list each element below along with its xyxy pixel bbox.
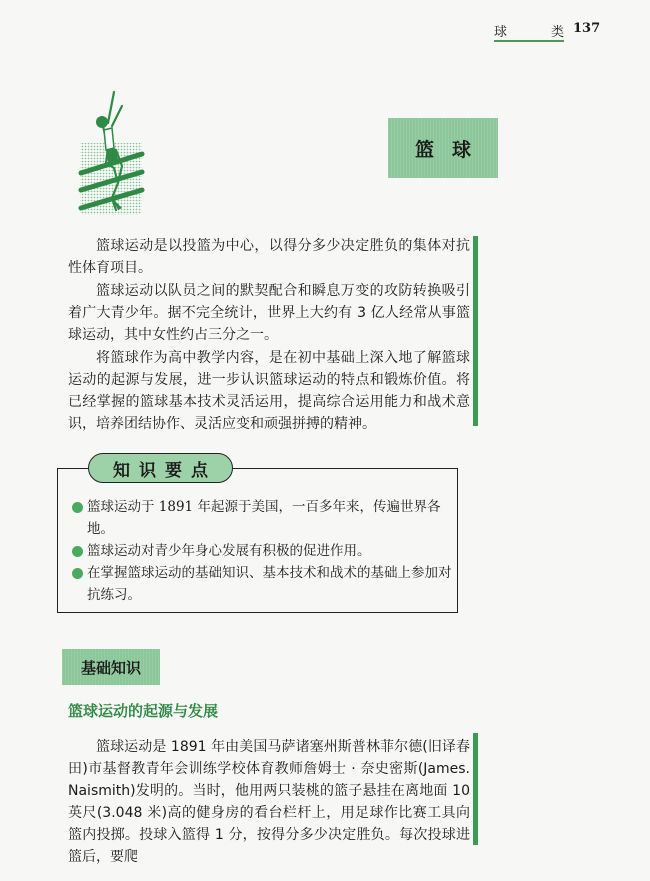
bullet-icon xyxy=(72,568,83,579)
key-point-item: 篮球运动于 1891 年起源于美国，一百多年来，传遍世界各地。 xyxy=(72,496,452,540)
margin-bar-basics xyxy=(473,733,478,845)
key-points-list xyxy=(72,496,452,606)
basketball-player-icon xyxy=(78,88,148,218)
intro-paragraph-3: 将篮球作为高中教学内容，是在初中基础上深入地了解篮球运动的起源与发展，进一步认识篮球运动的特点和锻炼价值。将已经掌握的篮球基本技术灵活运用，提高综合运用能力和战术意识，培养团结协作、灵活应变和顽强拼搏的精神。 xyxy=(68,350,470,432)
intro-paragraph-2: 篮球运动以队员之间的默契配合和瞬息万变的攻防转换吸引着广大青少年。据不完全统计，世界上大约有 3 亿人经常从事篮球运动，其中女性约占三分之一。 xyxy=(68,283,470,343)
chapter-title: 篮球 xyxy=(388,118,498,178)
running-head-right: 类 xyxy=(550,24,564,40)
key-points-title: 知识要点 xyxy=(88,453,233,483)
intro-paragraph-1: 篮球运动是以投篮为中心，以得分多少决定胜负的集体对抗性体育项目。 xyxy=(68,238,470,276)
margin-bar-intro xyxy=(473,236,478,426)
page-number: 137 xyxy=(573,21,601,36)
bullet-icon xyxy=(72,502,83,513)
basics-paragraph: 篮球运动是 1891 年由美国马萨诸塞州斯普林菲尔德(旧译春田)市基督教青年会训练学校体育教师詹姆士 · 奈史密斯(James. Naismith)发明的。当时，他用两只装桃的篮子悬挂在离地面 10 英尺(3.048 米)高的健身房的看台栏杆上，用足球作比赛工具向篮内投掷。投球入篮得 1 分，按得分多少决定胜负。每次投球进篮后，要爬 xyxy=(68,739,470,865)
subheading: 篮球运动的起源与发展 xyxy=(68,702,219,720)
bullet-icon xyxy=(72,546,83,557)
running-head xyxy=(494,20,564,42)
key-point-item: 在掌握篮球运动的基础知识、基本技术和战术的基础上参加对抗练习。 xyxy=(72,562,452,606)
section-label: 基础知识 xyxy=(62,649,160,685)
key-points-border xyxy=(230,468,458,469)
key-point-item: 篮球运动对青少年身心发展有积极的促进作用。 xyxy=(72,540,452,562)
key-points-border xyxy=(57,468,92,469)
running-head-left: 球 xyxy=(494,24,508,40)
